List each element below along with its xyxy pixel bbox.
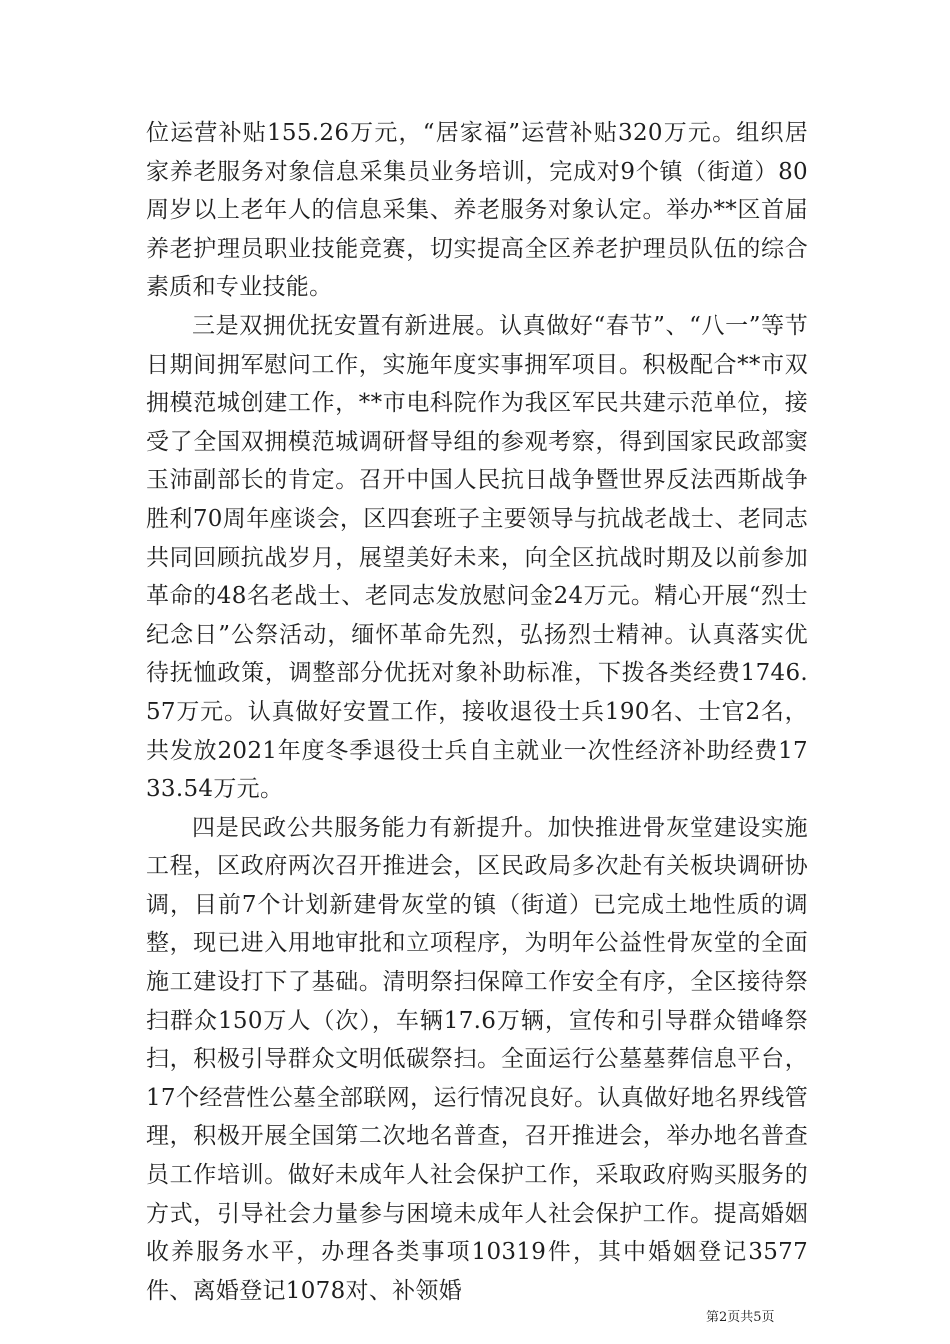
- paragraph-elderly-care: 位运营补贴155.26万元，“居家福”运营补贴320万元。组织居家养老服务对象信息采集员业务培训，完成对9个镇（街道）80周岁以上老年人的信息采集、养老服务对象认定。举办**区首届养老护理员职业技能竞赛，切实提高全区养老护理员队伍的综合素质和专业技能。: [146, 120, 808, 301]
- paragraph-public-services: 四是民政公共服务能力有新提升。加快推进骨灰堂建设实施工程，区政府两次召开推进会，区民政局多次赴有关板块调研协调，目前7个计划新建骨灰堂的镇（街道）已完成土地性质的调整，现已进入用地审批和立项程序，为明年公益性骨灰堂的全面施工建设打下了基础。清明祭扫保障工作安全有序，全区接待祭扫群众150万人（次），车辆17.6万辆，宣传和引导群众错峰祭扫，积极引导群众文明低碳祭扫。全面运行公墓墓葬信息平台，17个经营性公墓全部联网，运行情况良好。认真做好地名界线管理，积极开展全国第二次地名普查，召开推进会，举办地名普查员工作培训。做好未成年人社会保护工作，采取政府购买服务的方式，引导社会力量参与困境未成年人社会保护工作。提高婚姻收养服务水平，办理各类事项10319件，其中婚姻登记3577件、离婚登记1078对、补领婚: [146, 814, 808, 1304]
- paragraph-military-support: 三是双拥优抚安置有新进展。认真做好“春节”、“八一”等节日期间拥军慰问工作，实施年度实事拥军项目。积极配合**市双拥模范城创建工作，**市电科院作为我区军民共建示范单位，接受了全国双拥模范城调研督导组的参观考察，得到国家民政部窦玉沛副部长的肯定。召开中国人民抗日战争暨世界反法西斯战争胜利70周年座谈会，区四套班子主要领导与抗战老战士、老同志共同回顾抗战岁月，展望美好未来，向全区抗战时期及以前参加革命的48名老战士、老同志发放慰问金24万元。精心开展“烈士纪念日”公祭活动，缅怀革命先烈，弘扬烈士精神。认真落实优待抚恤政策，调整部分优抚对象补助标准，下拨各类经费1746.57万元。认真做好安置工作，接收退役士兵190名、士官2名，共发放2021年度冬季退役士兵自主就业一次性经济补助经费1733.54万元。: [146, 312, 808, 803]
- page-number-footer: 第2页共5页: [706, 1310, 775, 1325]
- document-body: [146, 114, 808, 1310]
